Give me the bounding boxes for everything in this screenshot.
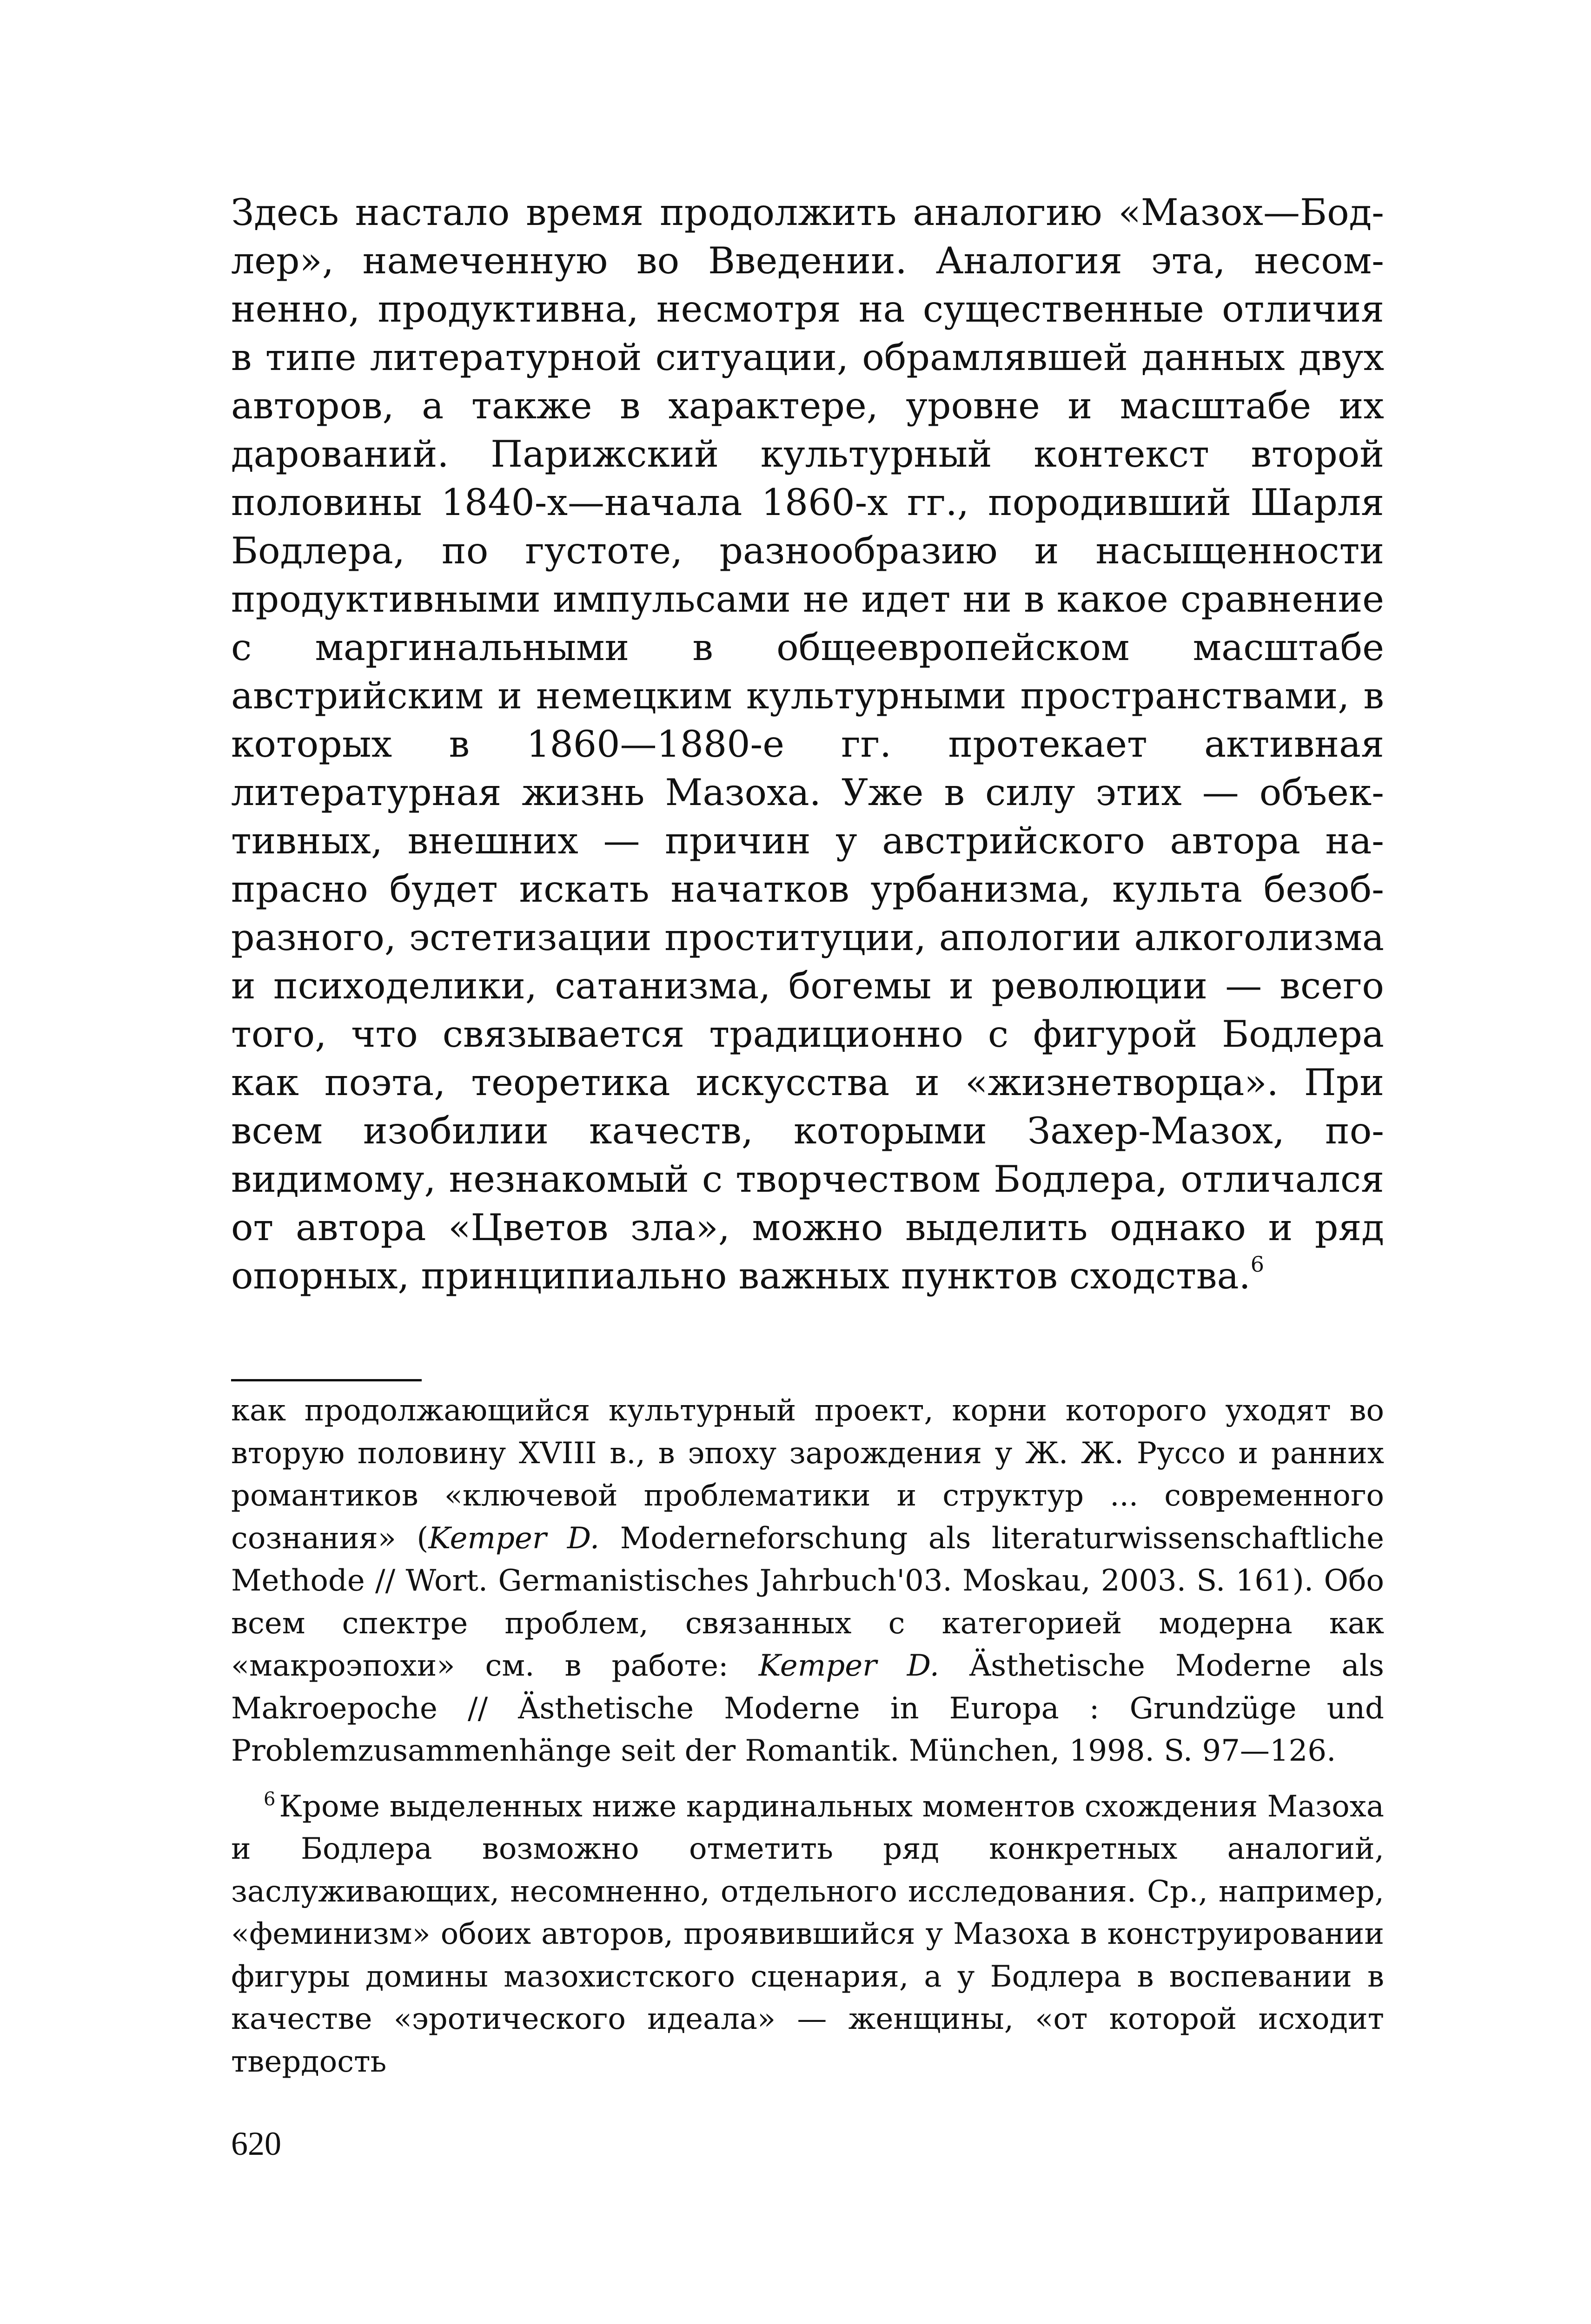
footnote-6 (231, 1786, 1384, 2084)
footnote-text: Ästhetische Moderne als Makroepoche // Ästhetische Moderne in Europa : Grundzüge und Problemzusammenhänge seit der Romantik. München, 1998. S. 97—126. (231, 1649, 1385, 1768)
main-paragraph (231, 188, 1384, 1300)
footnotes-section (231, 1390, 1384, 2083)
footnote-author-italic: Kemper D. (758, 1649, 940, 1683)
footnote-marker: 6 (264, 1788, 276, 1810)
page-number: 620 (231, 2125, 281, 2162)
main-paragraph-text: Здесь настало время продолжить аналогию «Мазох—Бодлер», намеченную во Введении. Аналогия эта, несомненно, продуктивна, несмотря на существенные отличия в типе литературной ситуации, обрамлявшей данных двух авторов, а также в характере, уровне и масштабе их дарований. Парижский культурный контекст второй половины 1840-х—начала 1860-х гг., породивший Шарля Бодлера, по густоте, разнообразию и насыщенности продуктивными импульсами не идет ни в какое сравнение с маргинальными в общеевропейском масштабе австрийским и немецким культурными пространствами, в которых в 1860—1880-е гг. протекает активная литературная жизнь Мазоха. Уже в силу этих — объективных, внешних — причин у австрийского автора напрасно будет искать начатков урбанизма, культа безобразного, эстетизации проституции, апологии алкоголизма и психоделики, сатанизма, богемы и революции — всего того, что связывается традиционно с фигурой Бодлера как поэта, теоретика искусства и «жизнетворца». При всем изобилии качеств, которыми Захер-Мазох, по-видимому, незнакомый с творчеством Бодлера, отличался от автора «Цветов зла», можно выделить однако и ряд опорных, принципиально важных пунктов сходства. (231, 191, 1384, 1297)
footnote-separator (231, 1379, 422, 1381)
footnote-text: Moderneforschung als literaturwissenschaftliche Methode // Wort. Germanistisches Jahrbuch'03. Moskau, 2003. S. 161). Обо всем спектре проблем, связанных с категорией модерна как «макроэпохи» см. в работе: (231, 1521, 1385, 1683)
footnote-continued (231, 1390, 1384, 1773)
footnote-text: как продолжающийся культурный проект, корни которого уходят во вторую половину XVIII в., в эпоху зарождения у Ж. Ж. Руссо и ранних романтиков «ключевой проблематики и структур ... современного сознания» ( (231, 1393, 1384, 1556)
footnote-author-italic: Kemper D. (428, 1521, 600, 1556)
footnote-text: Кроме выделенных ниже кардинальных моментов схождения Мазоха и Бодлера возможно отметить ряд конкретных аналогий, заслуживающих, несомненно, отдельного исследования. Ср., например, «феминизм» обоих авторов, проявившийся у Мазоха в конструировании фигуры домины мазохистского сценария, а у Бодлера в воспевании в качестве «эротического идеала» — женщины, «от которой исходит твердость (231, 1789, 1384, 2079)
footnote-reference: 6 (1250, 1252, 1264, 1277)
